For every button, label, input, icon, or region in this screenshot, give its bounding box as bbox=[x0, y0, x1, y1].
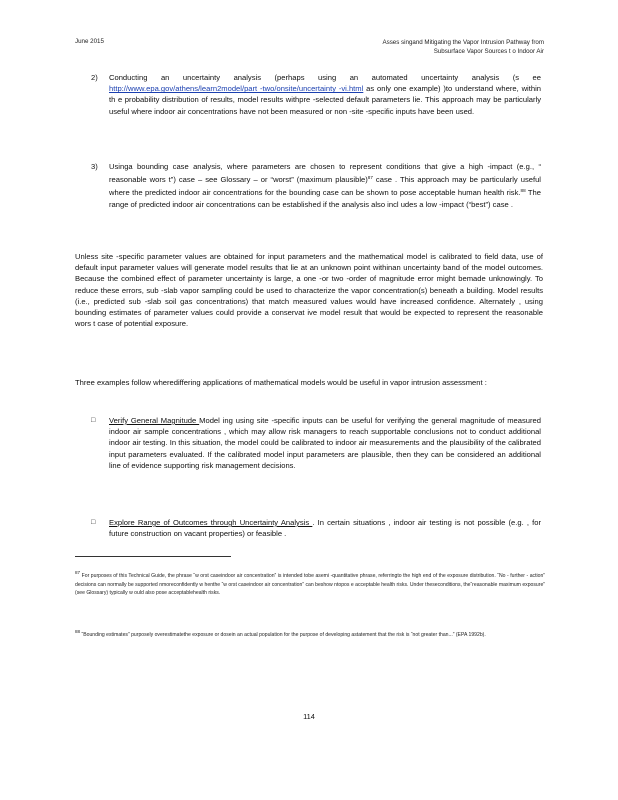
bullet-title: Explore Range of Outcomes through Uncertainty Analysis bbox=[109, 518, 313, 527]
bullet-verify-magnitude bbox=[91, 415, 541, 471]
uncertainty-tool-link[interactable]: http://www.epa.gov/athens/learn2model/part -two/onsite/uncertainty -vi.html bbox=[109, 84, 364, 94]
footnote-ref-88[interactable]: 88 bbox=[520, 188, 526, 194]
footnote-text: “Bounding estimates” purposely overestimatethe exposure or dosein an actual population for the purpose of developing astatement that the risk is “not greater than...” (EPA 1992b). bbox=[80, 632, 486, 638]
bullet-text bbox=[109, 517, 541, 539]
item-text-part: case . This approach may be particularly useful where the predicted indoor air concentrations for the bounding case can be shown to pose acceptable human health risk. bbox=[109, 175, 541, 198]
item-text-part: The range of predicted indoor air concentrations can be established if the analysis also incl udes a low -impact (“best”) case . bbox=[109, 188, 541, 209]
checkbox-bullet-icon: □ bbox=[91, 519, 96, 526]
footnote-number: 87 bbox=[75, 570, 81, 575]
footnote-ref-87[interactable]: 87 bbox=[367, 175, 373, 181]
list-item-text bbox=[109, 72, 541, 117]
bullet-title: Verify General Magnitude bbox=[109, 416, 200, 425]
page-number: 114 bbox=[303, 712, 315, 721]
list-item-text bbox=[109, 161, 541, 210]
item-text-part: as only one example) )to understand where, within th e probability distribution of results, model results withpre -selected default parameters lie. This approach may be particularly useful where indoor air concentrations have not been measured or non -site -specific inputs have been used. bbox=[109, 84, 541, 116]
header-date: June 2015 bbox=[75, 38, 104, 45]
list-number: 3) bbox=[91, 162, 98, 171]
paragraph-three-examples: Three examples follow wherediffering applications of mathematical models would be useful in vapor intrusion assessment : bbox=[75, 378, 487, 387]
header-title bbox=[284, 38, 544, 56]
footnote-88 bbox=[75, 628, 545, 640]
bullet-body: Model ing using site -specific inputs can be useful for verifying the general magnitude of measured indoor air sample concentrations , which may allow risk managers to reach supportable conclusions not to conduct additional indoor air testing. In this situation, the model could be calibrated to indoor air measurements and the plausibility of the calibrated input parameters evaluated. If the calibrated model input parameters are plausible, then they can be considered an additional line of evidence supporting risk management decisions. bbox=[109, 416, 541, 470]
footnote-number: 88 bbox=[75, 629, 81, 634]
list-item-2 bbox=[91, 72, 541, 117]
header-title-line1: Asses singand Mitigating the Vapor Intrusion Pathway from bbox=[382, 39, 544, 46]
footnote-divider bbox=[75, 556, 231, 557]
header-title-line2: Subsurface Vapor Sources t o Indoor Air bbox=[433, 48, 544, 55]
bullet-explore-range bbox=[91, 517, 541, 539]
list-item-3 bbox=[91, 161, 541, 210]
footnote-text: For purposes of this Technical Guide, the phrase “w orst caseindoor air concentration” is intended tobe asemi -quantitative phrase, referringto the high end of the exposure distribution. “No - further - action” decisions can normally be supported nmoreconfidently w henthe “w orst caseindoor air concentration” can beshow ntopos e acceptable health risks. Under theseconditions, the“reasonable maximum exposure” (see Glossary) typically w ould also pose acceptablehealth risks. bbox=[75, 573, 545, 597]
list-number: 2) bbox=[91, 73, 98, 82]
bullet-text bbox=[109, 415, 541, 471]
checkbox-bullet-icon: □ bbox=[91, 417, 96, 424]
item-text-part: Usinga bounding case analysis, where parameters are chosen to represent conditions that give a high -impact (e.g., “ reasonable wors t”) case – see Glossary – or “worst” (maximum plausible) bbox=[109, 162, 541, 185]
bullet-body: . In certain situations , indoor air testing is not possible (e.g. , for future construction on vacant properties) or feasible . bbox=[109, 518, 541, 539]
footnote-87 bbox=[75, 569, 545, 598]
item-text-part: Conducting an uncertainty analysis (perhaps using an automated uncertainty analysis (s ee bbox=[109, 73, 541, 82]
paragraph-unless: Unless site -specific parameter values are obtained for input parameters and the mathematical model is calibrated to field data, use of default input parameter values will generate model results that lie at an unknown point withinan uncertainty band of the model outcomes. Because the combined effect of parameter uncertainty is large, a one -or two -order of magnitude error might bemade unknowingly. To reduce these errors, sub -slab vapor sampling could be used to characterize the vapor concentration(s) beneath a building. Model results (i.e., predicted sub -slab soil gas concentrations) that match measured values would have increased confidence. Alternately , using bounding estimates of parameter values could provide a conservat ive model result that would be expected to represent the reasonable wors t case of potential exposure. bbox=[75, 252, 543, 329]
